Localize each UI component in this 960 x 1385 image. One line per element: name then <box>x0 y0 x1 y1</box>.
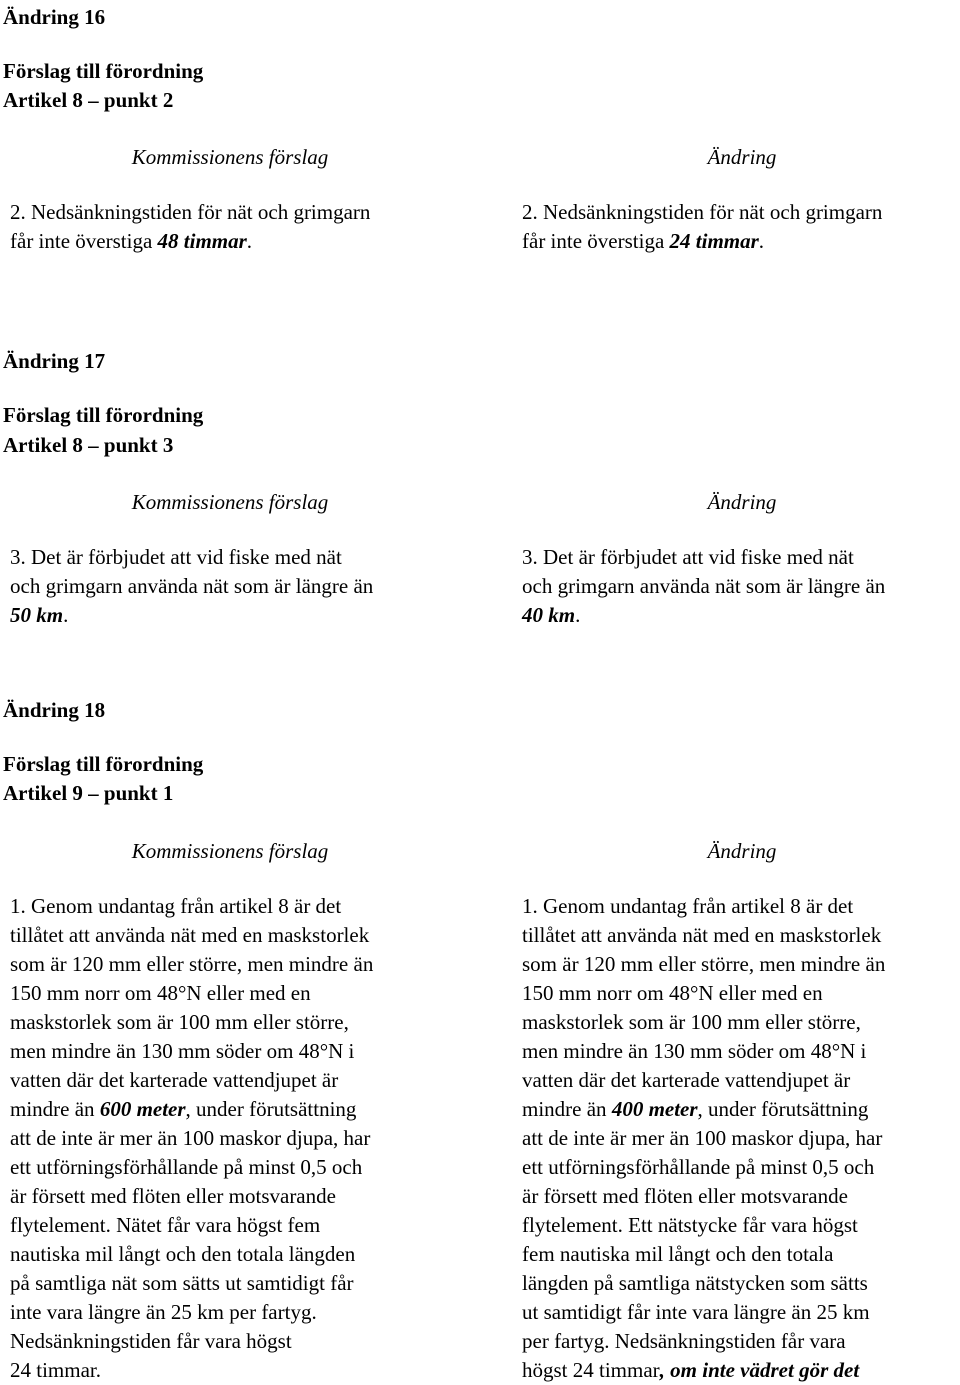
text-line <box>522 572 885 601</box>
amendment-18-right-text <box>522 892 885 1385</box>
text-segment: . <box>246 229 253 253</box>
text-line <box>10 950 373 979</box>
amended-value: 40 km <box>522 603 576 627</box>
text-line <box>522 1008 885 1037</box>
text-line <box>10 543 373 572</box>
text-line <box>10 1124 373 1153</box>
text-segment: får inte överstiga <box>522 229 670 253</box>
text-line <box>10 1240 373 1269</box>
text-segment: 150 mm norr om 48°N eller med en <box>10 981 311 1005</box>
text-segment: som är 120 mm eller större, men mindre än <box>522 952 886 976</box>
text-segment: att de inte är mer än 100 maskor djupa, har <box>522 1126 883 1150</box>
text-line <box>522 1240 885 1269</box>
text-line <box>522 1298 885 1327</box>
amendment-17-left-text <box>10 543 373 630</box>
text-line <box>10 572 373 601</box>
text-segment: vatten där det karterade vattendjupet är <box>522 1068 851 1092</box>
text-line <box>10 1327 373 1356</box>
text-segment: men mindre än 130 mm söder om 48°N i <box>10 1039 355 1063</box>
text-segment: och grimgarn använda nät som är längre än <box>522 574 886 598</box>
amended-value: 600 meter <box>99 1097 186 1121</box>
amendment-16-proposal: Förslag till förordning <box>3 59 204 83</box>
text-segment: fem nautiska mil långt och den totala <box>522 1242 834 1266</box>
amendment-17-title: Ändring 17 <box>3 349 106 373</box>
text-line <box>10 1182 373 1211</box>
text-segment: längden på samtliga nätstycken som sätts <box>522 1271 868 1295</box>
amendment-18-left-text <box>10 892 373 1385</box>
text-segment: 3. Det är förbjudet att vid fiske med nät <box>10 545 342 569</box>
text-line <box>522 1153 885 1182</box>
text-line <box>522 1211 885 1240</box>
amendment-17-left-header: Kommissionens förslag <box>131 490 329 514</box>
text-line <box>10 198 370 227</box>
amended-value: 50 km <box>10 603 64 627</box>
text-segment: maskstorlek som är 100 mm eller större, <box>522 1010 861 1034</box>
amendment-16-right-header: Ändring <box>707 145 777 169</box>
text-segment: 1. Genom undantag från artikel 8 är det <box>10 894 342 918</box>
text-segment: 24 timmar. <box>10 1358 101 1382</box>
text-segment: ett utförningsförhållande på minst 0,5 och <box>10 1155 363 1179</box>
amendment-16-left-header: Kommissionens förslag <box>131 145 329 169</box>
text-segment: ett utförningsförhållande på minst 0,5 och <box>522 1155 875 1179</box>
amended-value: 24 timmar <box>669 229 759 253</box>
amended-value: 400 meter <box>611 1097 698 1121</box>
amendment-18-article: Artikel 9 – punkt 1 <box>3 781 174 805</box>
text-segment: per fartyg. Nedsänkningstiden får vara <box>522 1329 846 1353</box>
text-line <box>10 227 370 256</box>
text-segment: mindre än <box>10 1097 100 1121</box>
text-segment: . <box>758 229 765 253</box>
text-segment: mindre än <box>522 1097 612 1121</box>
text-line <box>522 1037 885 1066</box>
text-segment: flytelement. Nätet får vara högst fem <box>10 1213 321 1237</box>
text-line <box>522 1356 885 1385</box>
text-segment: men mindre än 130 mm söder om 48°N i <box>522 1039 867 1063</box>
amendment-17-right-text <box>522 543 885 630</box>
text-line <box>522 227 882 256</box>
text-line <box>522 979 885 1008</box>
text-segment: högst 24 timmar <box>522 1358 660 1382</box>
text-line <box>522 950 885 979</box>
text-line <box>522 921 885 950</box>
text-line <box>10 1037 373 1066</box>
text-segment: 150 mm norr om 48°N eller med en <box>522 981 823 1005</box>
text-segment: på samtliga nät som sätts ut samtidigt får <box>10 1271 354 1295</box>
text-segment: . <box>63 603 69 627</box>
text-line <box>522 543 885 572</box>
text-segment: , under förutsättning <box>185 1097 357 1121</box>
text-line <box>10 892 373 921</box>
text-segment: tillåtet att använda nät med en maskstorlek <box>10 923 370 947</box>
text-segment: . <box>575 603 581 627</box>
text-segment: får inte överstiga <box>10 229 158 253</box>
text-line <box>522 1124 885 1153</box>
text-segment: 3. Det är förbjudet att vid fiske med nät <box>522 545 854 569</box>
amendment-16-right-text <box>522 198 882 256</box>
text-segment: maskstorlek som är 100 mm eller större, <box>10 1010 349 1034</box>
text-line <box>522 198 882 227</box>
amendment-18-proposal: Förslag till förordning <box>3 752 204 776</box>
text-line <box>10 1298 373 1327</box>
text-segment: är försett med flöten eller motsvarande <box>10 1184 336 1208</box>
text-segment: flytelement. Ett nätstycke får vara högst <box>522 1213 858 1237</box>
text-segment: Nedsänkningstiden får vara högst <box>10 1329 292 1353</box>
text-segment: 2. Nedsänkningstiden för nät och grimgarn <box>10 200 371 224</box>
text-segment: nautiska mil långt och den totala längden <box>10 1242 356 1266</box>
text-line <box>10 1095 373 1124</box>
text-line <box>522 1327 885 1356</box>
amendment-16-left-text <box>10 198 370 256</box>
amendment-17-article: Artikel 8 – punkt 3 <box>3 433 174 457</box>
text-segment: 2. Nedsänkningstiden för nät och grimgarn <box>522 200 883 224</box>
text-segment: 1. Genom undantag från artikel 8 är det <box>522 894 854 918</box>
amendment-18-right-header: Ändring <box>707 839 777 863</box>
text-segment: tillåtet att använda nät med en maskstorlek <box>522 923 882 947</box>
text-segment: inte vara längre än 25 km per fartyg. <box>10 1300 317 1324</box>
text-line <box>522 1182 885 1211</box>
text-line <box>522 1095 885 1124</box>
text-line <box>10 1153 373 1182</box>
text-line <box>522 601 885 630</box>
text-segment: och grimgarn använda nät som är längre än <box>10 574 374 598</box>
amendment-18-title: Ändring 18 <box>3 698 106 722</box>
text-line <box>522 1269 885 1298</box>
text-segment: att de inte är mer än 100 maskor djupa, har <box>10 1126 371 1150</box>
amendment-17-proposal: Förslag till förordning <box>3 403 204 427</box>
text-line <box>10 1269 373 1298</box>
text-segment: som är 120 mm eller större, men mindre än <box>10 952 374 976</box>
amended-value: 48 timmar <box>157 229 247 253</box>
text-line <box>10 1066 373 1095</box>
amendment-18-left-header: Kommissionens förslag <box>131 839 329 863</box>
text-line <box>10 601 373 630</box>
amendment-16-article: Artikel 8 – punkt 2 <box>3 88 174 112</box>
text-line <box>10 979 373 1008</box>
text-line <box>10 921 373 950</box>
text-line <box>10 1211 373 1240</box>
text-line <box>522 1066 885 1095</box>
text-line <box>10 1008 373 1037</box>
text-segment: , under förutsättning <box>697 1097 869 1121</box>
amended-value: , om inte vädret gör det <box>659 1358 860 1382</box>
amendment-16-title: Ändring 16 <box>3 5 106 29</box>
text-segment: ut samtidigt får inte vara längre än 25 km <box>522 1300 870 1324</box>
text-line <box>522 892 885 921</box>
amendment-17-right-header: Ändring <box>707 490 777 514</box>
text-segment: vatten där det karterade vattendjupet är <box>10 1068 339 1092</box>
text-line <box>10 1356 373 1385</box>
text-segment: är försett med flöten eller motsvarande <box>522 1184 848 1208</box>
